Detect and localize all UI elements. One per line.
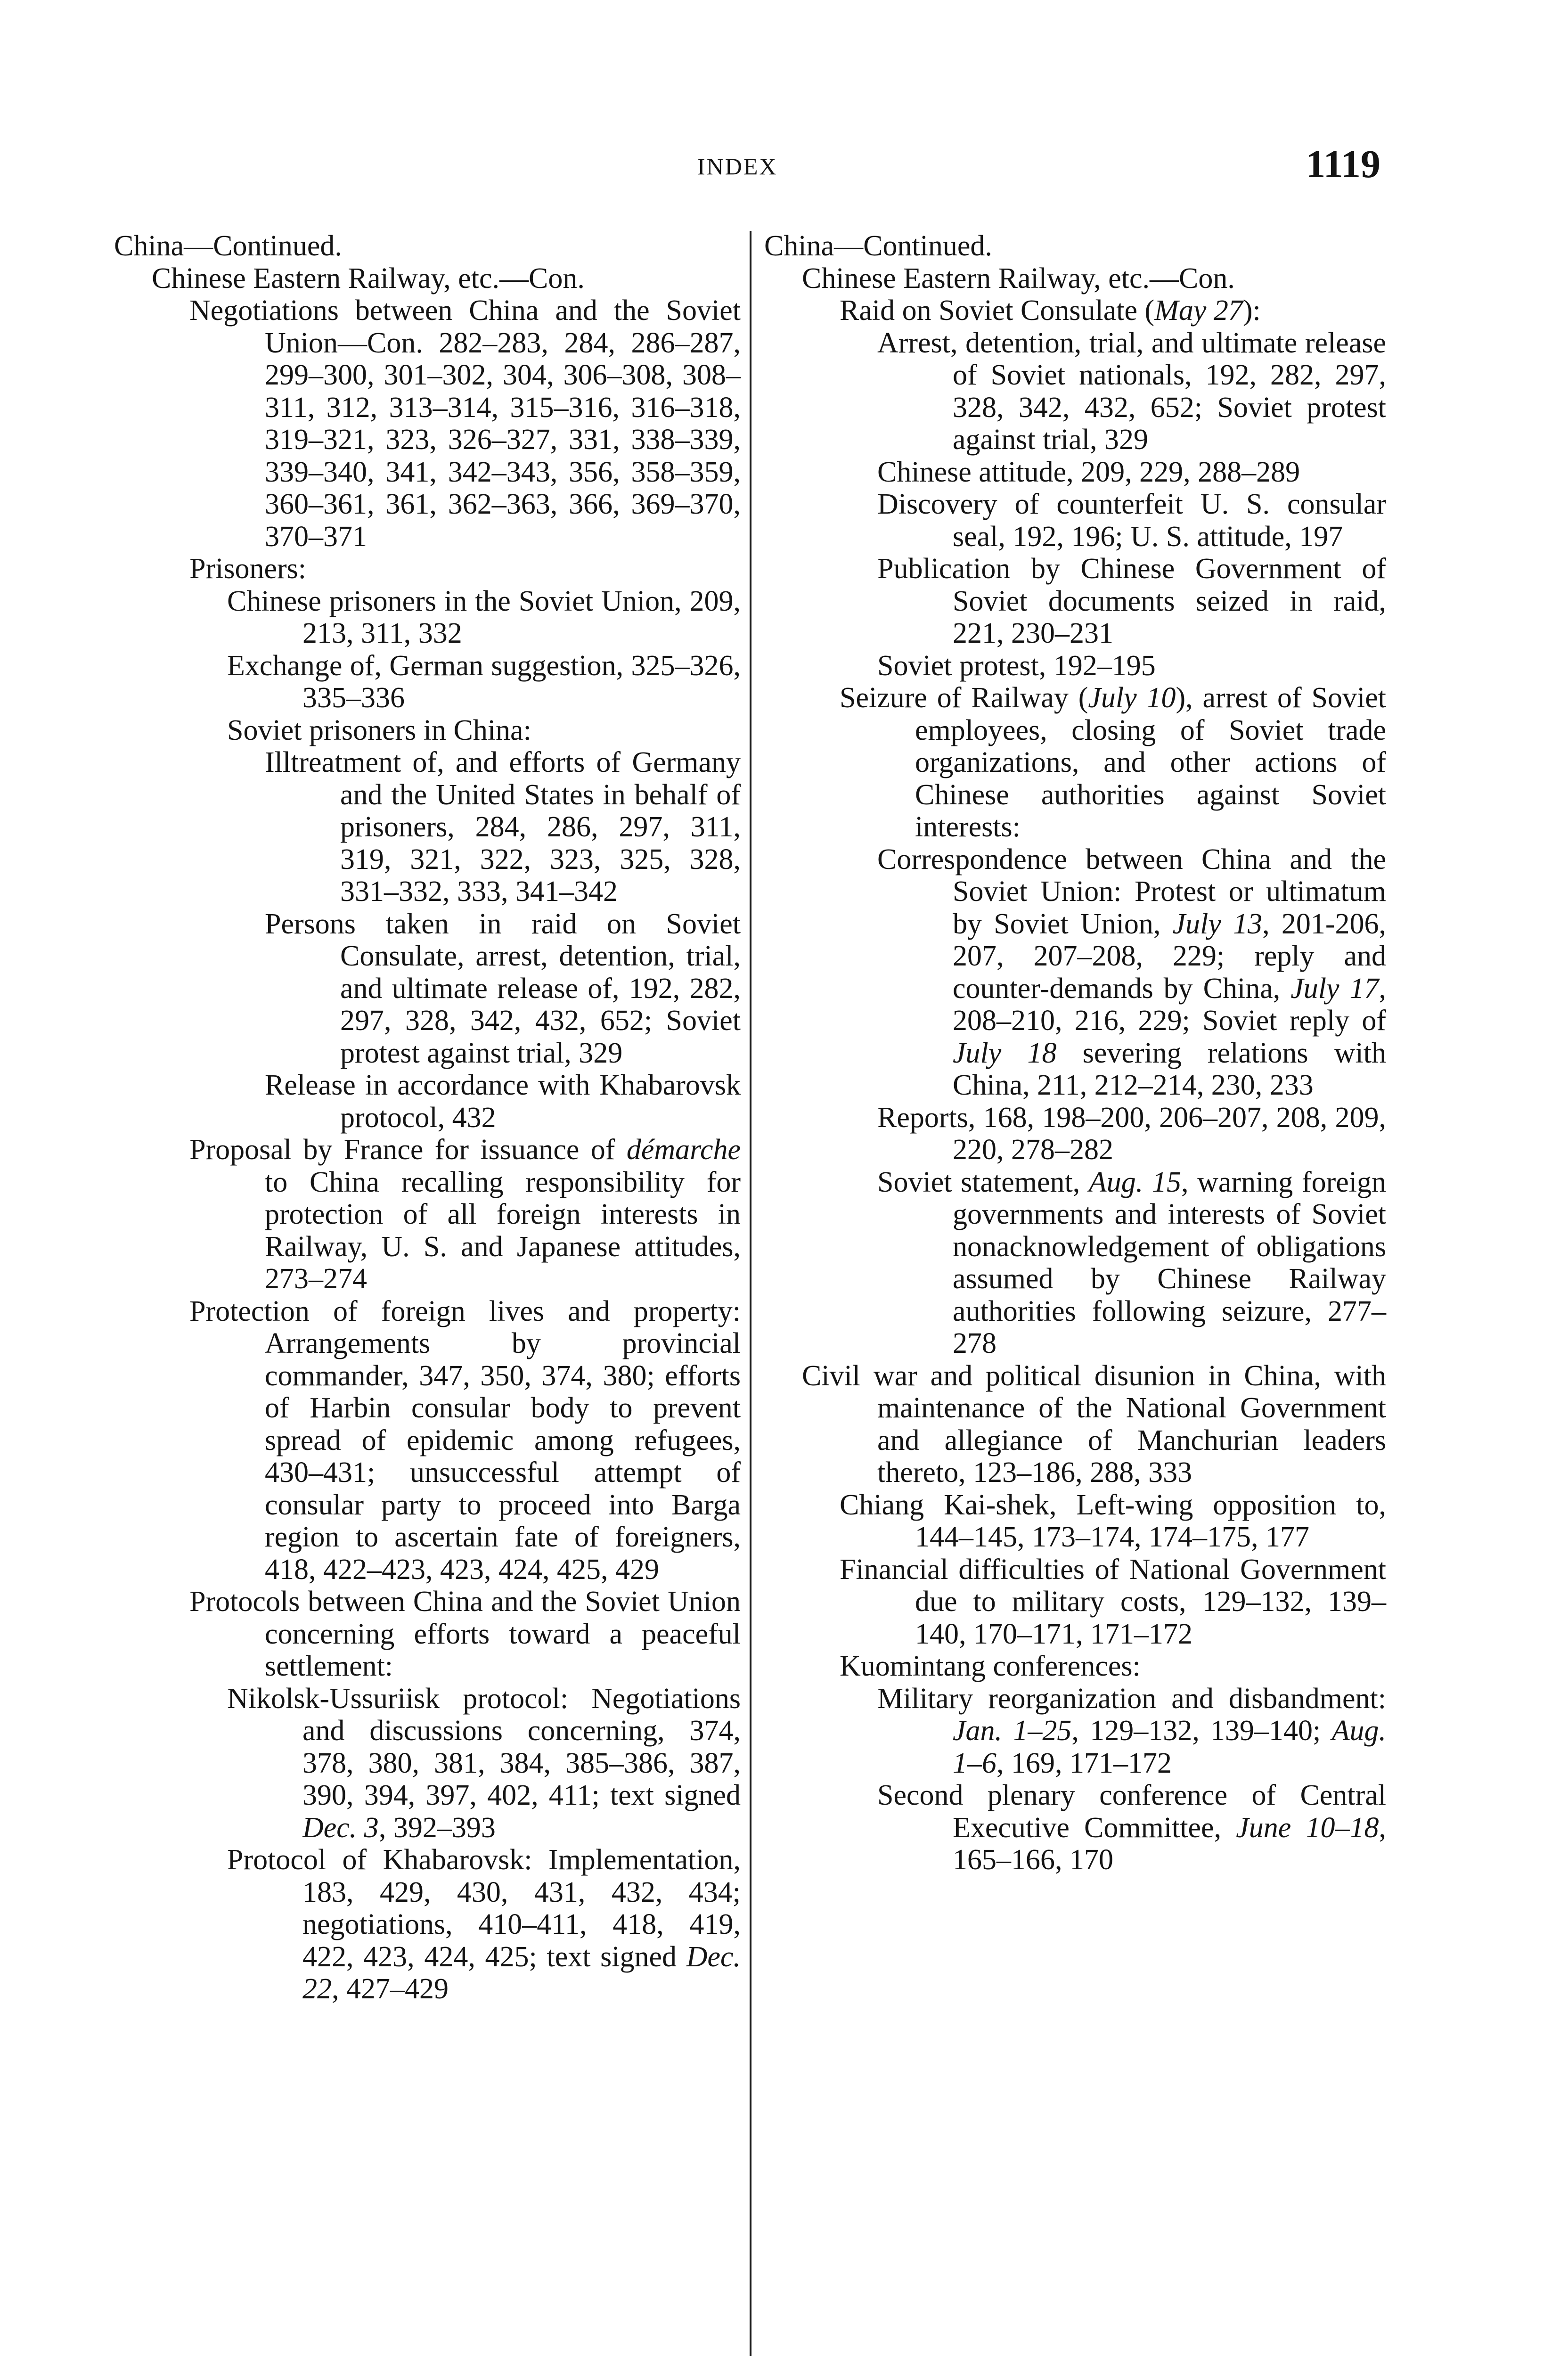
page-header: [113, 141, 1380, 207]
index-entry: China—Continued.: [764, 230, 992, 262]
index-entry: Chinese prisoners in the Soviet Union, 209, 213, 311, 332: [227, 585, 741, 649]
index-entry: Protocols between China and the Soviet Union concerning efforts toward a peaceful settlement:: [189, 1586, 741, 1682]
index-entry: Chiang Kai-shek, Left-wing opposition to, 144–145, 173–174, 174–175, 177: [840, 1489, 1386, 1553]
index-entry: Reports, 168, 198–200, 206–207, 208, 209, 220, 278–282: [877, 1101, 1386, 1166]
column-divider: [750, 231, 751, 2356]
index-entry: Kuomintang conferences:: [840, 1650, 1141, 1682]
index-entry: Persons taken in raid on Soviet Consulate, arrest, detention, trial, and ultimate release of, 192, 282, 297, 328, 342, 432, 652; Soviet protest against trial, 329: [265, 908, 741, 1069]
index-entry: Soviet prisoners in China:: [227, 714, 531, 746]
index-entry: Proposal by France for issuance of démarche to China recalling responsibility for protection of all foreign interests in Railway, U. S. and Japanese attitudes, 273–274: [189, 1134, 741, 1295]
index-entry: Release in accordance with Khabarovsk protocol, 432: [265, 1069, 741, 1134]
index-entry: Soviet protest, 192–195: [877, 649, 1156, 682]
index-entry: Civil war and political disunion in China, with maintenance of the National Government and allegiance of Manchurian leaders thereto, 123–186, 288, 333: [802, 1359, 1386, 1489]
index-entry: Publication by Chinese Government of Soviet documents seized in raid, 221, 230–231: [877, 553, 1386, 649]
index-entry: Soviet statement, Aug. 15, warning foreign governments and interests of Soviet nonacknowledgement of obligations assumed by Chinese Railway authorities following seizure, 277–278: [877, 1166, 1387, 1359]
index-entry: Military reorganization and disbandment: Jan. 1–25, 129–132, 139–140; Aug. 1–6, 169, 171–172: [877, 1682, 1386, 1779]
index-entry: Exchange of, German suggestion, 325–326, 335–336: [227, 649, 741, 714]
index-entry: Chinese Eastern Railway, etc.—Con.: [152, 262, 585, 294]
index-column-right: [764, 230, 1386, 1876]
index-entry: China—Continued.: [114, 230, 342, 262]
index-entry: Financial difficulties of National Government due to military costs, 129–132, 139–140, 170–171, 171–172: [840, 1553, 1386, 1650]
index-entry: Protocol of Khabarovsk: Implementation, 183, 429, 430, 431, 432, 434; negotiations, 410–411, 418, 419, 422, 423, 424, 425; text signed Dec. 22, 427–429: [227, 1844, 741, 2005]
index-entry: Prisoners:: [189, 553, 306, 585]
index-entry: Correspondence between China and the Soviet Union: Protest or ultimatum by Soviet Union, July 13, 201-206, 207, 207–208, 229; reply and counter-demands by China, July 17, 208–210, 216, 229; Soviet reply of July 18 severing relations with China, 211, 212–214, 230, 233: [877, 843, 1387, 1101]
index-entry: Illtreatment of, and efforts of Germany and the United States in behalf of prisoners, 284, 286, 297, 311, 319, 321, 322, 323, 325, 328, 331–332, 333, 341–342: [265, 746, 741, 908]
index-entry: Protection of foreign lives and property: Arrangements by provincial commander, 347, 350, 374, 380; efforts of Harbin consular body to prevent spread of epidemic among refugees, 430–431; unsuccessful attempt of consular party to proceed into Barga region to ascertain fate of foreigners, 418, 422–423, 423, 424, 425, 429: [189, 1295, 741, 1586]
index-entry: Chinese attitude, 209, 229, 288–289: [877, 456, 1300, 488]
index-entry: Arrest, detention, trial, and ultimate release of Soviet nationals, 192, 282, 297, 328, 342, 432, 652; Soviet protest against trial, 329: [877, 327, 1386, 456]
index-entry: Raid on Soviet Consulate (May 27):: [840, 294, 1261, 327]
index-entry: Second plenary conference of Central Executive Committee, June 10–18, 165–166, 170: [877, 1779, 1386, 1876]
index-entry: Seizure of Railway (July 10), arrest of Soviet employees, closing of Soviet trade organizations, and other actions of Chinese authorities against Soviet interests:: [840, 682, 1387, 843]
page-number: 1119: [1306, 142, 1380, 186]
index-entry: Chinese Eastern Railway, etc.—Con.: [802, 262, 1235, 294]
index-entry: Discovery of counterfeit U. S. consular seal, 192, 196; U. S. attitude, 197: [877, 488, 1386, 553]
running-head: INDEX: [697, 153, 778, 180]
index-entry: Negotiations between China and the Soviet Union—Con. 282–283, 284, 286–287, 299–300, 301–302, 304, 306–308, 308–311, 312, 313–314, 315–316, 316–318, 319–321, 323, 326–327, 331, 338–339, 339–340, 341, 342–343, 356, 358–359, 360–361, 361, 362–363, 366, 369–370, 370–371: [189, 294, 741, 553]
index-entry: Nikolsk-Ussuriisk protocol: Negotiations and discussions concerning, 374, 378, 380, 381, 384, 385–386, 387, 390, 394, 397, 402, 411; text signed Dec. 3, 392–393: [227, 1682, 741, 1844]
index-column-left: [114, 230, 741, 2005]
